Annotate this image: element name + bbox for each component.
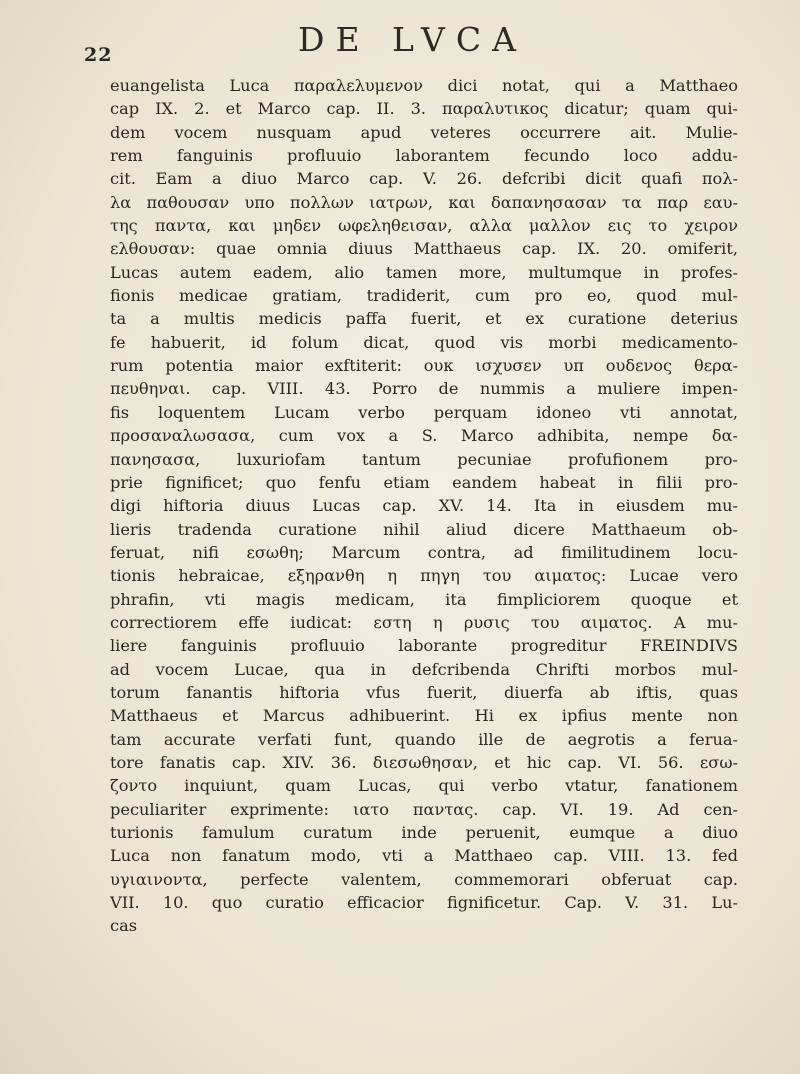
text-line: fionis medicae gratiam, tradiderit, cum pro eo, quod mul- <box>110 286 738 306</box>
text-line: peculiariter exprimente: ιατο παντας. cap. VI. 19. Ad cen- <box>110 799 738 819</box>
page-number: 22 <box>84 44 113 66</box>
text-line: torum fanantis hiftoria vfus fuerit, diuerfa ab iftis, quas <box>110 682 738 702</box>
text-line: ad vocem Lucae, qua in defcribenda Chrifti morbos mul- <box>110 659 738 679</box>
text-line: ελθουσαν: quae omnia diuus Matthaeus cap. IX. 20. omiferit, <box>110 239 738 259</box>
text-line: ζοντο inquiunt, quam Lucas, qui verbo vtatur, fanationem <box>110 776 738 796</box>
text-line: rem fanguinis profluuio laborantem fecundo loco addu- <box>110 146 738 166</box>
page-header <box>0 8 800 68</box>
text-line: prie fignificet; quo fenfu etiam eandem habeat in filii pro- <box>110 472 738 492</box>
text-line: Matthaeus et Marcus adhibuerint. Hi ex ipfius mente non <box>110 706 738 726</box>
text-line: VII. 10. quo curatio efficacior fignificetur. Cap. V. 31. Lu- <box>110 893 738 913</box>
text-line: ta a multis medicis paffa fuerit, et ex curatione deterius <box>110 309 738 329</box>
text-line: lieris tradenda curatione nihil aliud dicere Matthaeum ob- <box>110 519 738 539</box>
text-line: cap IX. 2. et Marco cap. II. 3. παραλυτικος dicatur; quam qui- <box>110 99 738 119</box>
text-line: της παντα, και μηδεν ωφεληθεισαν, αλλα μαλλον εις το χειρον <box>110 216 738 236</box>
text-line: πευθηναι. cap. VIII. 43. Porro de nummis a muliere impen- <box>110 379 738 399</box>
text-line: euangelista Luca παραλελυμενον dici notat, qui a Matthaeo <box>110 76 738 95</box>
text-line: λα παθουσαν υπο πολλων ιατρων, και δαπανησασαν τα παρ εαυ- <box>110 192 738 212</box>
text-line: digi hiftoria diuus Lucas cap. XV. 14. Ita in eiusdem mu- <box>110 496 738 516</box>
text-line: Lucas autem eadem, alio tamen more, multumque in profes- <box>110 262 738 282</box>
text-line: Luca non fanatum modo, vti a Matthaeo cap. VIII. 13. fed <box>110 846 738 866</box>
text-line: rum potentia maior exftiterit: ουκ ισχυσεν υπ ουδενος θερα- <box>110 356 738 376</box>
text-line: υγιαινοντα, perfecte valentem, commemorari obferuat cap. <box>110 869 738 889</box>
text-line: feruat, nifi εσωθη; Marcum contra, ad fimilitudinem locu- <box>110 542 738 562</box>
text-line: fe habuerit, id folum dicat, quod vis morbi medicamento- <box>110 332 738 352</box>
text-line: tam accurate verfati funt, quando ille de aegrotis a ferua- <box>110 729 738 749</box>
running-title: DE LVCA <box>298 20 527 59</box>
text-line: dem vocem nusquam apud veteres occurrere ait. Mulie- <box>110 122 738 142</box>
text-line: cit. Eam a diuo Marco cap. V. 26. defcribi dicit quafi πολ- <box>110 169 738 189</box>
text-line: phrafin, vti magis medicam, ita fimpliciorem quoque et <box>110 589 738 609</box>
text-line: προσαναλωσασα, cum vox a S. Marco adhibita, nempe δα- <box>110 426 738 446</box>
body-text <box>110 74 738 938</box>
text-line: fis loquentem Lucam verbo perquam idoneo vti annotat, <box>110 402 738 422</box>
text-line: tionis hebraicae, εξηρανθη η πηγη του αιματος: Lucae vero <box>110 566 738 586</box>
text-line: liere fanguinis profluuio laborante progreditur FREINDIVS <box>110 636 738 656</box>
catchword: cas <box>110 916 138 936</box>
text-line: πανησασα, luxuriofam tantum pecuniae profufionem pro- <box>110 449 738 469</box>
text-line: turionis famulum curatum inde peruenit, eumque a diuo <box>110 823 738 842</box>
text-line: tore fanatis cap. XIV. 36. διεσωθησαν, et hic cap. VI. 56. εσω- <box>110 752 738 772</box>
text-line: correctiorem effe iudicat: εστη η ρυσις του αιματος. A mu- <box>110 612 738 632</box>
